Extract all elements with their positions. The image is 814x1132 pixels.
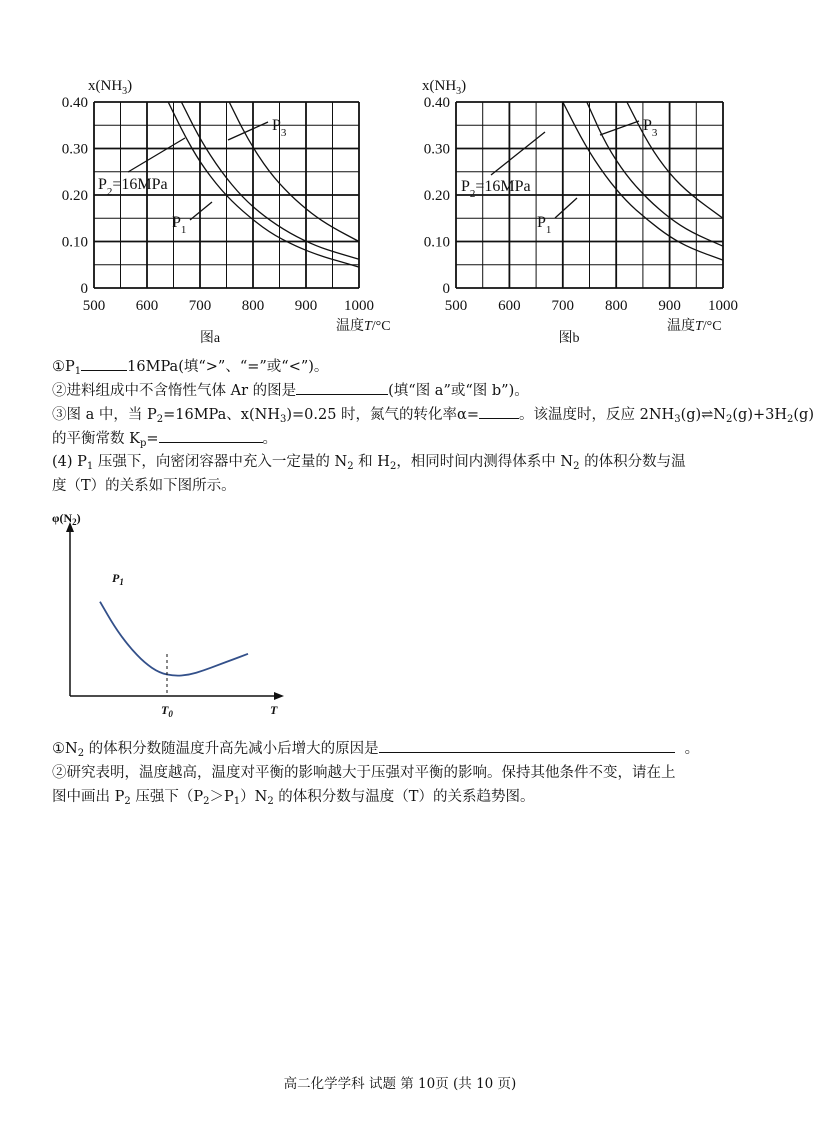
q4-text-a: (4) P	[52, 454, 87, 470]
chart-a-title: 图a	[199, 331, 221, 346]
q2-suffix: (填“图 a”或“图 b”)。	[388, 383, 529, 399]
q6-text-d: ）N	[240, 789, 268, 805]
q4-text-b: 压强下，向密闭容器中充入一定量的 N	[93, 454, 348, 470]
series-curve-p2	[587, 102, 723, 246]
y-tick-label: 0.30	[61, 141, 88, 158]
x-tick-label: 500	[444, 298, 468, 314]
q1-prefix: ①P	[52, 359, 75, 375]
q5-text-a: ①N	[52, 741, 78, 757]
question-4-line-2	[52, 476, 236, 496]
q4-sub-a: 1	[86, 461, 94, 472]
chart-b-ylabel: $x(NH_3)$	[422, 78, 467, 97]
question-4-line-1	[52, 452, 686, 472]
chart-c-series-label: $P_1$	[112, 571, 124, 587]
y-tick-label: 0.10	[61, 234, 88, 251]
x-tick-label: 800	[241, 298, 265, 314]
chart-a-p3-label: $P_3$	[272, 117, 287, 139]
q3-kp-end: 。	[262, 431, 278, 447]
y-tick-label: 0	[80, 281, 88, 297]
q4-sub-c: 2	[389, 461, 397, 472]
q3-sub-a: 2	[156, 414, 164, 425]
question-6-line-2	[52, 787, 534, 807]
q3-text-e: (g)⇌N	[680, 407, 726, 423]
x-tick-label: 700	[188, 298, 212, 314]
q4-text-c: 和 H	[353, 454, 390, 470]
y-tick-label: 0.20	[61, 188, 88, 204]
y-tick-label: 0.20	[423, 188, 450, 204]
q5-end: 。	[684, 741, 700, 757]
chart-b-p3-label: $P_3$	[643, 117, 658, 139]
chart-b	[395, 70, 745, 350]
q3-text-d: 。该温度时，反应 2NH	[519, 407, 675, 423]
chart-a-ylabel: $x(NH_3)$	[88, 78, 133, 97]
q2-answer-blank[interactable]	[296, 380, 388, 395]
chart-a-p2-leader	[128, 138, 185, 172]
q4-sub-b: 2	[347, 461, 354, 472]
series-curve-p1	[100, 602, 248, 676]
q4-text-e: 的体积分数与温	[579, 454, 686, 470]
q4-sub-d: 2	[573, 461, 580, 472]
q3-sub-d: 2	[726, 414, 733, 425]
y-tick-label: 0.40	[423, 95, 450, 111]
x-tick-label: 500	[82, 298, 106, 314]
q6-text-c: ＞P	[209, 789, 234, 805]
q4-line2-text: 度（T）的关系如下图所示。	[52, 478, 236, 494]
chart-b-p3-leader	[600, 121, 639, 135]
x-tick-label: 800	[604, 298, 628, 314]
q5-answer-blank[interactable]	[379, 738, 675, 753]
question-6-line-1	[52, 763, 676, 783]
chart-b-xlabel: 温度T/°C	[667, 319, 722, 334]
question-5	[52, 738, 699, 759]
chart-a-ticks	[62, 95, 374, 314]
q3-text-c: )=0.25 时，氮气的转化率α=	[286, 407, 480, 423]
page-footer: 高二化学学科 试题 第 10页 (共 10 页)	[283, 1076, 517, 1092]
q5-sub: 2	[77, 748, 85, 759]
q6-line1-text: ②研究表明，温度越高，温度对平衡的影响越大于压强对平衡的影响。保持其他条件不变，请在上	[52, 765, 676, 781]
x-tick-label: 600	[498, 298, 521, 314]
q3-sub-e: 2	[787, 414, 794, 425]
question-3	[52, 404, 814, 425]
chart-c	[40, 508, 310, 723]
chart-b-p1-label: $P_1$	[537, 214, 552, 236]
q3-text-f: (g)+3H	[732, 407, 787, 423]
q3-sub-c: 3	[674, 414, 681, 425]
chart-c-t0-label: $T_0$	[161, 703, 173, 719]
chart-b-title: 图b	[558, 331, 580, 346]
q4-text-d: ，相同时间内测得体系中 N	[396, 454, 574, 470]
chart-a-xlabel: 温度T/°C	[336, 319, 391, 334]
question-3-line-2	[52, 428, 277, 449]
chart-a-p1-label: $P_1$	[172, 214, 187, 236]
x-tick-label: 1000	[708, 298, 738, 314]
question-2	[52, 380, 529, 401]
q3-kp-sub: p	[139, 438, 147, 449]
x-tick-label: 1000	[344, 298, 374, 314]
q3-text-b: =16MPa、x(NH	[163, 407, 280, 423]
chart-b-ticks	[424, 95, 738, 314]
q6-sub-b: 2	[203, 796, 210, 807]
q3-kp-eq: =	[146, 431, 159, 447]
chart-b-p1-leader	[555, 198, 577, 218]
chart-a-p1-leader	[190, 202, 212, 220]
q1-sub: 1	[74, 366, 82, 377]
chart-b-grid	[456, 102, 723, 288]
q3-text-g: (g)	[793, 407, 814, 423]
y-tick-label: 0.10	[423, 234, 450, 251]
q6-sub-a: 2	[124, 796, 131, 807]
series-curve-p3	[627, 102, 723, 218]
q6-text-a: 图中画出 P	[52, 789, 125, 805]
q2-prefix: ②进料组成中不含惰性气体 Ar 的图是	[52, 383, 297, 399]
chart-c-ylabel: $\varphi(N_2)$	[52, 511, 81, 527]
q3-sub-b: 3	[279, 414, 287, 425]
q5-text-b: 的体积分数随温度升高先减小后增大的原因是	[84, 741, 379, 757]
x-tick-label: 600	[135, 298, 159, 314]
q3-alpha-blank[interactable]	[479, 404, 519, 419]
chart-c-curves	[100, 602, 248, 676]
q1-suffix: 16MPa(填“>”、“=”或“<”)。	[127, 359, 329, 375]
q1-answer-blank[interactable]	[81, 356, 127, 371]
q3-text-a: ③图 a 中，当 P	[52, 407, 157, 423]
chart-b-p2-leader	[491, 132, 545, 175]
y-tick-label: 0.30	[423, 141, 450, 158]
chart-a	[40, 70, 391, 350]
chart-c-x-arrow	[274, 692, 284, 700]
y-tick-label: 0	[442, 281, 450, 297]
q3-kp-text: 的平衡常数 K	[52, 431, 140, 447]
chart-c-xlabel: T	[270, 703, 278, 717]
x-tick-label: 900	[294, 298, 318, 314]
q3-kp-blank[interactable]	[159, 428, 263, 443]
q6-sub-d: 2	[267, 796, 274, 807]
y-tick-label: 0.40	[61, 95, 88, 111]
x-tick-label: 700	[551, 298, 575, 314]
q6-sub-c: 1	[233, 796, 241, 807]
x-tick-label: 900	[658, 298, 681, 314]
question-1	[52, 356, 328, 377]
q6-text-b: 压强下（P	[130, 789, 204, 805]
chart-a-p2-label: $P_2=16MPa$	[98, 176, 168, 198]
chart-b-p2-label: $P_2=16MPa$	[461, 178, 531, 200]
q6-text-e: 的体积分数与温度（T）的关系趋势图。	[273, 789, 535, 805]
